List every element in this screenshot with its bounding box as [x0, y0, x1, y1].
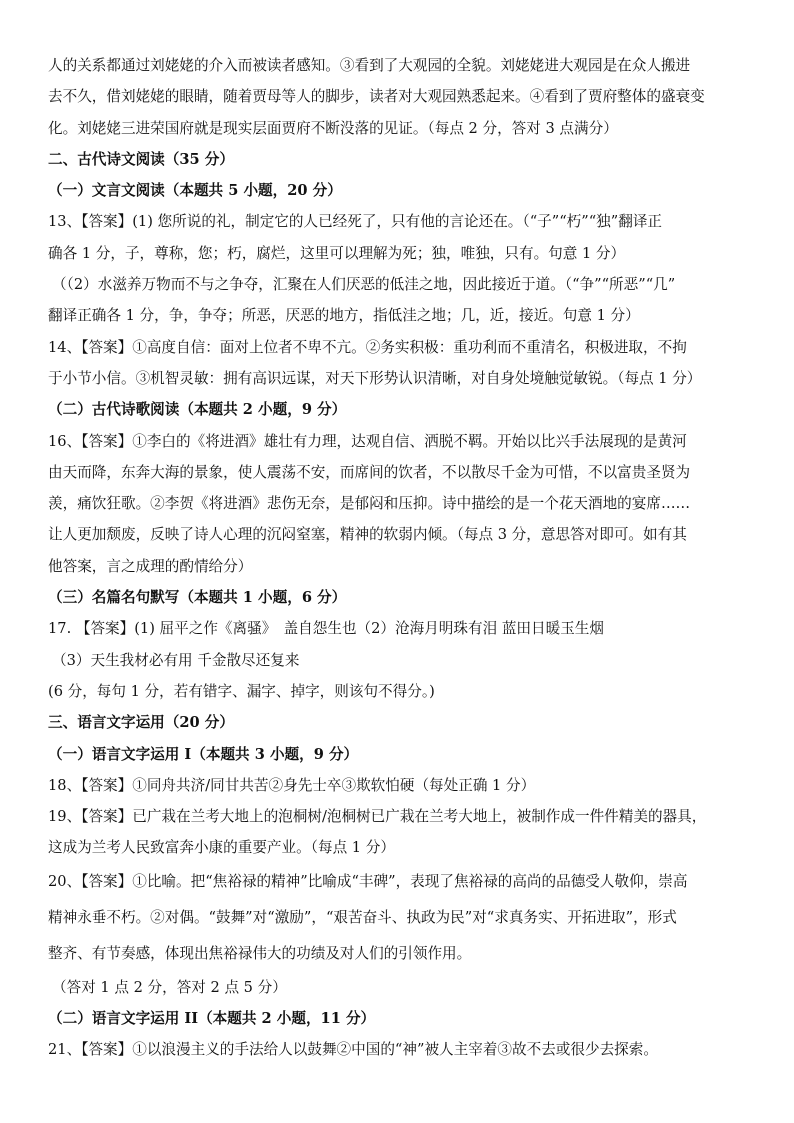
document-page — [48, 50, 748, 1066]
text-line: 由天而降，东奔大海的景象，使人震荡不安，而席间的饮者，不以散尽千金为可惜，不以富贵圣贤为 — [48, 463, 691, 481]
subsection-heading: （一）语言文字运用 I（本题共 3 小题，9 分） — [48, 745, 359, 763]
subsection-heading: （二）古代诗歌阅读（本题共 2 小题，9 分） — [48, 401, 347, 419]
answer-13-line: 13、【答案】(1) 您所说的礼，制定它的人已经死了，只有他的言论还在。（“子”“朽”“独”翻译正 — [48, 213, 663, 231]
text-line: 他答案，言之成理的酌情给分） — [48, 557, 253, 575]
text-line: 这成为兰考人民致富奔小康的重要产业。（每点 1 分） — [48, 839, 395, 857]
text-line: (6 分，每句 1 分，若有错字、漏字、掉字，则该句不得分。) — [48, 682, 435, 700]
text-line: （（2）水滋养万物而不与之争夺，汇聚在人们厌恶的低洼之地，因此接近于道。（“争”“所恶”“几” — [52, 276, 676, 294]
subsection-heading: （一）文言文阅读（本题共 5 小题，20 分） — [48, 182, 342, 200]
section-heading: 二、古代诗文阅读（35 分） — [48, 150, 234, 168]
answer-20-line: 20、【答案】①比喻。把“焦裕禄的精神”比喻成“丰碑”，表现了焦裕禄的高尚的品德受人敬仰，崇高 — [48, 872, 688, 890]
text-line: （3）天生我材必有用 千金散尽还复来 — [52, 651, 300, 669]
text-line: 确各 1 分，子，尊称，您；朽，腐烂，这里可以理解为死；独，唯独，只有。句意 1 分） — [48, 244, 626, 262]
text-line: （答对 1 点 2 分，答对 2 点 5 分） — [52, 978, 287, 996]
section-heading: 三、语言文字运用（20 分） — [48, 714, 234, 732]
text-line: 整齐、有节奏感，体现出焦裕禄伟大的功绩及对人们的引领作用。 — [48, 944, 472, 962]
text-line: 于小节小信。③机智灵敏：拥有高识远谋，对天下形势认识清晰，对自身处境触觉敏锐。（每点 1 分） — [48, 369, 702, 387]
subsection-heading: （三）名篇名句默写（本题共 1 小题，6 分） — [48, 589, 347, 607]
text-line: 去不久，借刘姥姥的眼睛，随着贾母等人的脚步，读者对大观园熟悉起来。④看到了贾府整体的盛衰变 — [48, 88, 705, 106]
text-line: 翻译正确各 1 分，争，争夺；所恶，厌恶的地方，指低洼之地；几，近，接近。句意 1 分） — [48, 307, 640, 325]
text-line: 让人更加颓废，反映了诗人心理的沉闷窒塞，精神的软弱内倾。（每点 3 分，意思答对即可。如有其 — [48, 526, 687, 544]
answer-19-line: 19、【答案】已广栽在兰考大地上的泡桐树/泡桐树已广栽在兰考大地上，被制作成一件件精美的器具， — [48, 808, 707, 826]
answer-21-line: 21、【答案】①以浪漫主义的手法给人以鼓舞②中国的“神”被人主宰着③故不去或很少去探索。 — [48, 1041, 658, 1059]
text-line: 人的关系都通过刘姥姥的介入而被读者感知。③看到了大观园的全貌。刘姥姥进大观园是在众人搬进 — [48, 57, 691, 74]
answer-16-line: 16、【答案】①李白的《将进酒》雄壮有力理，达观自信、洒脱不羁。开始以比兴手法展现的是黄河 — [48, 432, 687, 450]
subsection-heading: （二）语言文字运用 II（本题共 2 小题，11 分） — [48, 1010, 376, 1028]
text-line: 精神永垂不朽。②对偶。“鼓舞”对“激励”，“艰苦奋斗、执政为民”对“求真务实、开拓进取”，形式 — [48, 908, 677, 926]
answer-17-line: 17. 【答案】(1) 屈平之作《离骚》 盖自怨生也（2）沧海月明珠有泪 蓝田日暖玉生烟 — [48, 620, 604, 638]
text-line: 羡，痛饮狂歌。②李贺《将进酒》悲伤无奈，是郁闷和压抑。诗中描绘的是一个花天酒地的宴席…… — [48, 495, 691, 513]
text-line: 化。刘姥姥三进荣国府就是现实层面贾府不断没落的见证。（每点 2 分，答对 3 点满分） — [48, 119, 618, 137]
answer-14-line: 14、【答案】①高度自信：面对上位者不卑不亢。②务实积极：重功利而不重清名，积极进取，不拘 — [48, 338, 687, 356]
answer-18-line: 18、【答案】①同舟共济/同甘共苦②身先士卒③欺软怕硬（每处正确 1 分） — [48, 776, 536, 794]
